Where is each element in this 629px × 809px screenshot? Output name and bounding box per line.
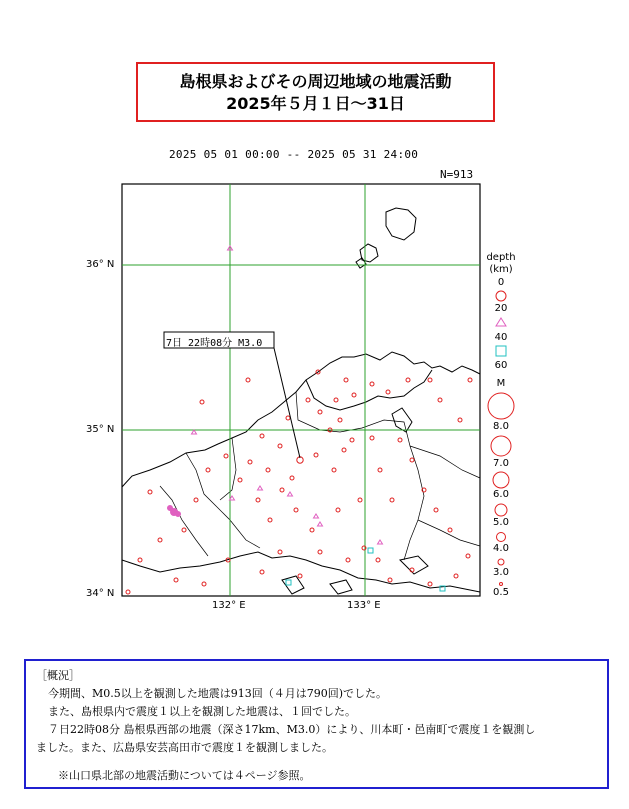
legend-mag-label-7: 7.0 [493, 458, 509, 469]
lat-label-35: 35° N [86, 424, 115, 435]
annotation-label: 7日 22時08分 M3.0 [166, 338, 263, 349]
lon-label-132: 132° E [212, 600, 246, 611]
legend-depth-shallow [496, 291, 506, 301]
legend-mag-label-0-5: 0.5 [493, 587, 509, 598]
legend-mag-label-4: 4.0 [493, 543, 509, 554]
legend-depth-title: depth [486, 252, 516, 263]
legend-mag-6 [493, 472, 509, 488]
legend-mag-label-5: 5.0 [493, 517, 509, 528]
legend-mag-label-3: 3.0 [493, 567, 509, 578]
epicenter [168, 506, 173, 511]
summary-line-3: ７日22時08分 島根県西部の地震（深さ17km、M3.0）により、川本町・邑南町で震度１を観測し [48, 723, 536, 736]
legend-mag-label-8: 8.0 [493, 421, 509, 432]
summary-line-1: 今期間、M0.5以上を観測した地震は913回（４月は790回)でした。 [48, 687, 388, 700]
summary-line-4: ました。また、広島県安芸高田市で震度１を観測しました。 [36, 741, 333, 754]
page-title: 島根県およびその周辺地域の地震活動 [179, 72, 452, 91]
lon-label-133: 133° E [347, 600, 381, 611]
period-label: 2025 05 01 00:00 -- 2025 05 31 24:00 [169, 148, 419, 161]
summary-heading: ［概況］ [36, 669, 80, 682]
legend-mag-0-5 [500, 583, 503, 586]
summary-line-2: また、島根県内で震度１以上を観測した地震は、１回でした。 [48, 705, 356, 718]
legend-mag-4 [497, 533, 506, 542]
lat-label-34: 34° N [86, 588, 115, 599]
legend-mag-5 [495, 504, 507, 516]
legend-mag-title: M [496, 378, 506, 389]
legend-depth-0: 0 [497, 277, 505, 288]
legend-depth-unit: (km) [489, 264, 513, 275]
event-count: N=913 [440, 168, 474, 181]
summary-box [24, 659, 609, 789]
legend-depth-60: 60 [494, 360, 508, 371]
legend-mag-3 [498, 559, 504, 565]
epicenter [176, 512, 181, 517]
legend-depth-20: 20 [494, 303, 508, 314]
page-subtitle: 2025年５月１日〜31日 [226, 94, 405, 113]
lat-label-36: 36° N [86, 259, 115, 270]
summary-note: ※山口県北部の地震活動については４ページ参照。 [58, 769, 311, 782]
legend-depth-40: 40 [494, 332, 508, 343]
legend-mag-8 [488, 393, 514, 419]
legend-mag-7 [491, 436, 511, 456]
legend-depth-mid [496, 318, 506, 326]
legend-depth-deep [496, 346, 506, 356]
map-frame [122, 184, 480, 596]
legend-mag-label-6: 6.0 [493, 489, 509, 500]
